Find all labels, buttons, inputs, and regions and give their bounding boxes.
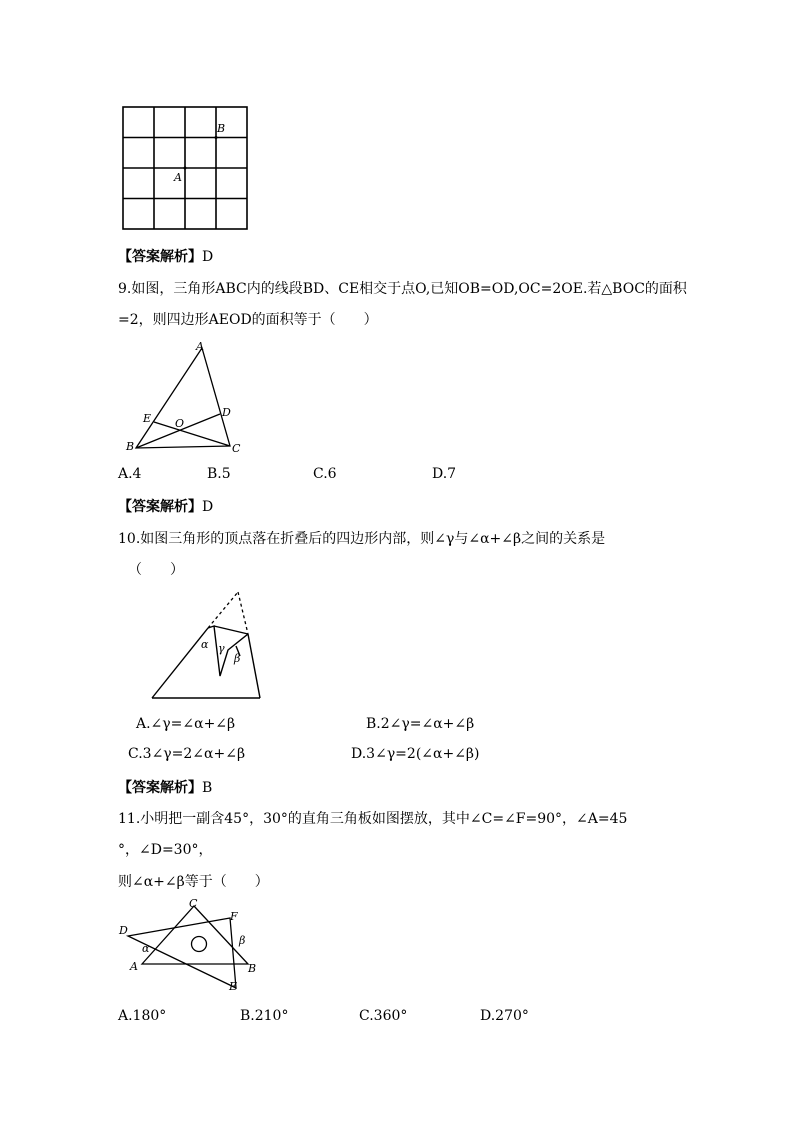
q9-label-c: C: [232, 442, 241, 455]
q9-label-d: D: [222, 406, 231, 419]
answer-value: D: [202, 249, 214, 265]
q9-option-a: A.4: [118, 466, 142, 482]
q9-answer: [118, 496, 213, 516]
q10-stem-line1: 10.如图三角形的顶点落在折叠后的四边形内部，则∠γ与∠α+∠β之间的关系是: [118, 531, 606, 547]
q11-option-c: C.360°: [359, 1008, 408, 1024]
q11-option-d: D.270°: [480, 1008, 529, 1024]
q11-set-square-figure: [116, 896, 266, 996]
q9-stem-line2: =2，则四边形AEOD的面积等于（ ）: [118, 312, 378, 328]
q11-option-b: B.210°: [240, 1008, 289, 1024]
q11-label-c: C: [189, 897, 198, 910]
q11-label-alpha: α: [142, 942, 150, 955]
answer-label: 【答案解析】: [118, 249, 202, 265]
q9-stem-line1: 9.如图，三角形ABC内的线段BD、CE相交于点O,已知OB=OD,OC=2OE.若△BOC的面积: [118, 281, 687, 297]
q10-stem-line2: （ ）: [128, 562, 184, 578]
q8-label-a: A: [174, 171, 182, 184]
q10-option-a: A.∠γ=∠α+∠β: [136, 716, 236, 732]
q11-stem-line2: °，∠D=30°，: [118, 842, 213, 858]
q9-label-o: O: [175, 417, 185, 430]
q8-label-b: B: [217, 122, 226, 135]
answer-label: 【答案解析】: [118, 780, 202, 796]
q9-label-b: B: [126, 440, 135, 453]
q9-label-a: A: [196, 340, 204, 353]
q10-answer: [118, 777, 212, 797]
q9-label-e: E: [143, 412, 152, 425]
q10-folded-triangle-figure: [148, 586, 268, 704]
q9-option-d: D.7: [432, 466, 457, 482]
q11-label-b: B: [248, 962, 257, 975]
q10-label-beta: β: [234, 652, 241, 665]
q11-label-f: F: [230, 910, 238, 923]
answer-value: B: [202, 780, 213, 796]
q11-label-a: A: [130, 960, 138, 973]
answer-label: 【答案解析】: [118, 499, 202, 515]
q9-option-b: B.5: [207, 466, 231, 482]
q8-answer: [118, 246, 213, 266]
q10-label-alpha: α: [201, 638, 209, 651]
q11-label-e: E: [229, 980, 238, 993]
answer-value: D: [202, 499, 214, 515]
q9-option-c: C.6: [313, 466, 337, 482]
q11-label-beta: β: [239, 934, 246, 947]
q9-triangle-figure: [118, 338, 258, 458]
q11-label-d: D: [119, 924, 128, 937]
q11-option-a: A.180°: [118, 1008, 167, 1024]
q11-stem-line1: 11.小明把一副含45°，30°的直角三角板如图摆放，其中∠C=∠F=90°，∠A=45: [118, 811, 628, 827]
q10-option-b: B.2∠γ=∠α+∠β: [366, 716, 475, 732]
q10-option-c: C.3∠γ=2∠α+∠β: [128, 746, 246, 762]
q8-grid-figure: [120, 104, 250, 232]
q11-stem-line3: 则∠α+∠β等于（ ）: [118, 874, 269, 890]
q10-option-d: D.3∠γ=2(∠α+∠β): [351, 746, 480, 762]
q10-label-gamma: γ: [218, 642, 225, 655]
